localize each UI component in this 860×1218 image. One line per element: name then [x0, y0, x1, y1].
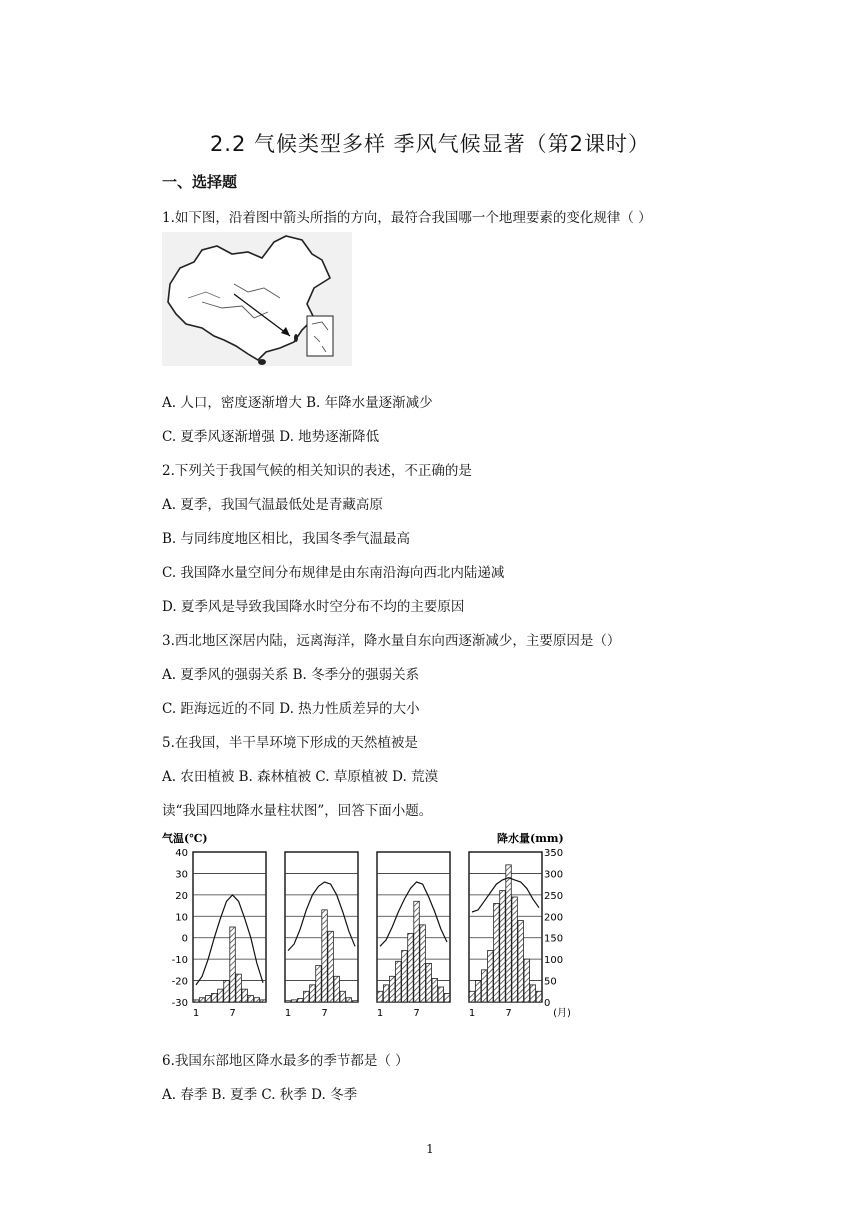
temperature-axis-label: 气温(℃) [162, 832, 208, 845]
precipitation-tick-label: 50 [544, 976, 557, 988]
precipitation-tick-label: 150 [544, 933, 564, 945]
question-6-stem: 6.我国东部地区降水最多的季节都是（ ） [162, 1053, 409, 1069]
precipitation-bar [377, 991, 382, 1002]
question-2-option-d: D. 夏季风是导致我国降水时空分布不均的主要原因 [162, 599, 465, 615]
temperature-tick-label: 0 [181, 933, 188, 945]
month-tick-label: 1 [284, 1008, 292, 1019]
china-map-image [162, 232, 352, 366]
precipitation-bar [297, 999, 302, 1002]
question-1-options-ab: A. 人口，密度逐渐增大 B. 年降水量逐渐减少 [162, 395, 433, 411]
temperature-tick-label: 20 [175, 890, 188, 902]
climate-charts-svg [160, 826, 580, 1022]
month-tick-label: 1 [468, 1008, 476, 1019]
month-tick-label: 7 [505, 1008, 512, 1019]
precipitation-bar [334, 976, 339, 1002]
temperature-tick-label: 10 [175, 912, 188, 924]
precipitation-tick-label: 300 [544, 869, 564, 881]
precipitation-bar [310, 985, 315, 1002]
temperature-tick-label: 30 [175, 869, 188, 881]
precipitation-bar [481, 970, 486, 1002]
temperature-tick-label: -30 [171, 998, 188, 1009]
precipitation-bar [420, 925, 425, 1002]
temperature-tick-label: 40 [175, 848, 188, 859]
precipitation-bar [254, 998, 259, 1002]
page-title: 2.2 气候类型多样 季风气候显著（第2课时） [209, 132, 651, 156]
precipitation-bar [426, 963, 431, 1002]
precipitation-tick-label: 350 [544, 848, 564, 859]
precipitation-bar [291, 1000, 296, 1002]
precipitation-bar [396, 961, 401, 1002]
precipitation-bar [389, 976, 394, 1002]
question-2-option-b: B. 与同纬度地区相比，我国冬季气温最高 [162, 531, 411, 547]
question-3-options-ab: A. 夏季风的强弱关系 B. 冬季分的强弱关系 [162, 667, 420, 683]
precipitation-bar [506, 865, 511, 1002]
precipitation-bar [536, 991, 541, 1002]
month-tick-label: 1 [192, 1008, 200, 1019]
page-number: 1 [426, 1142, 434, 1156]
question-2-stem: 2.下列关于我国气候的相关知识的表述，不正确的是 [162, 463, 472, 479]
question-2-option-a: A. 夏季，我国气温最低处是青藏高原 [162, 497, 383, 513]
precipitation-bar [322, 910, 327, 1002]
precipitation-bar [248, 996, 253, 1002]
climate-charts-figure [160, 826, 580, 1022]
precipitation-bar [304, 991, 309, 1002]
precipitation-bar [518, 921, 523, 1002]
precipitation-bar [328, 931, 333, 1002]
question-3-stem: 3.西北地区深居内陆，远离海洋，降水量自东向西逐渐减少，主要原因是（） [162, 633, 621, 649]
month-tick-label: 7 [229, 1008, 236, 1019]
precipitation-bar [494, 903, 499, 1002]
precipitation-bar [224, 981, 229, 1002]
temperature-tick-label: -10 [171, 955, 188, 967]
precipitation-bar [383, 985, 388, 1002]
month-unit-label: (月) [553, 1008, 571, 1019]
precipitation-bar [346, 998, 351, 1002]
precipitation-bar [414, 901, 419, 1002]
section-heading: 一、选择题 [162, 173, 238, 191]
precipitation-bar [500, 891, 505, 1002]
month-tick-label: 7 [321, 1008, 328, 1019]
precipitation-tick-label: 100 [544, 955, 564, 967]
precipitation-bar [285, 1001, 290, 1002]
precipitation-bar [408, 933, 413, 1002]
precipitation-bar [512, 897, 517, 1002]
temperature-tick-label: -20 [171, 976, 188, 988]
precipitation-bar [236, 974, 241, 1002]
question-5-options: A. 农田植被 B. 森林植被 C. 草原植被 D. 荒漠 [162, 769, 439, 785]
precipitation-bar [260, 1000, 265, 1002]
month-tick-label: 1 [376, 1008, 384, 1019]
precipitation-bar [316, 966, 321, 1002]
precipitation-bar [475, 981, 480, 1002]
question-5-stem: 5.在我国，半干旱环境下形成的天然植被是 [162, 735, 418, 751]
month-tick-label: 7 [413, 1008, 420, 1019]
question-2-option-c: C. 我国降水量空间分布规律是由东南沿海向西北内陆递减 [162, 565, 505, 581]
precipitation-axis-label: 降水量(mm) [497, 832, 564, 845]
precipitation-bar [230, 927, 235, 1002]
question-1-stem: 1.如下图，沿着图中箭头所指的方向，最符合我国哪一个地理要素的变化规律（ ） [162, 210, 652, 226]
question-6-options: A. 春季 B. 夏季 C. 秋季 D. 冬季 [162, 1087, 358, 1103]
precipitation-bar [205, 996, 210, 1002]
precipitation-bar [469, 991, 474, 1002]
precipitation-bar [444, 993, 449, 1002]
precipitation-bar [524, 959, 529, 1002]
precipitation-tick-label: 200 [544, 912, 564, 924]
question-3-options-cd: C. 距海远近的不同 D. 热力性质差异的大小 [162, 701, 420, 717]
precipitation-bar [193, 1000, 198, 1002]
question-1-options-cd: C. 夏季风逐渐增强 D. 地势逐渐降低 [162, 429, 380, 445]
precipitation-bar [242, 989, 247, 1002]
precipitation-bar [488, 951, 493, 1002]
china-map-figure [162, 232, 352, 366]
precipitation-bar [199, 998, 204, 1002]
precipitation-tick-label: 0 [544, 998, 551, 1009]
precipitation-bar [402, 951, 407, 1002]
precipitation-bar [212, 993, 217, 1002]
precipitation-bar [352, 1001, 357, 1002]
precipitation-bar [432, 978, 437, 1002]
precipitation-tick-label: 250 [544, 890, 564, 902]
precipitation-bar [438, 987, 443, 1002]
precipitation-bar [530, 985, 535, 1002]
reading-instruction: 读“我国四地降水量柱状图”，回答下面小题。 [162, 803, 433, 819]
precipitation-bar [218, 989, 223, 1002]
precipitation-bar [340, 991, 345, 1002]
